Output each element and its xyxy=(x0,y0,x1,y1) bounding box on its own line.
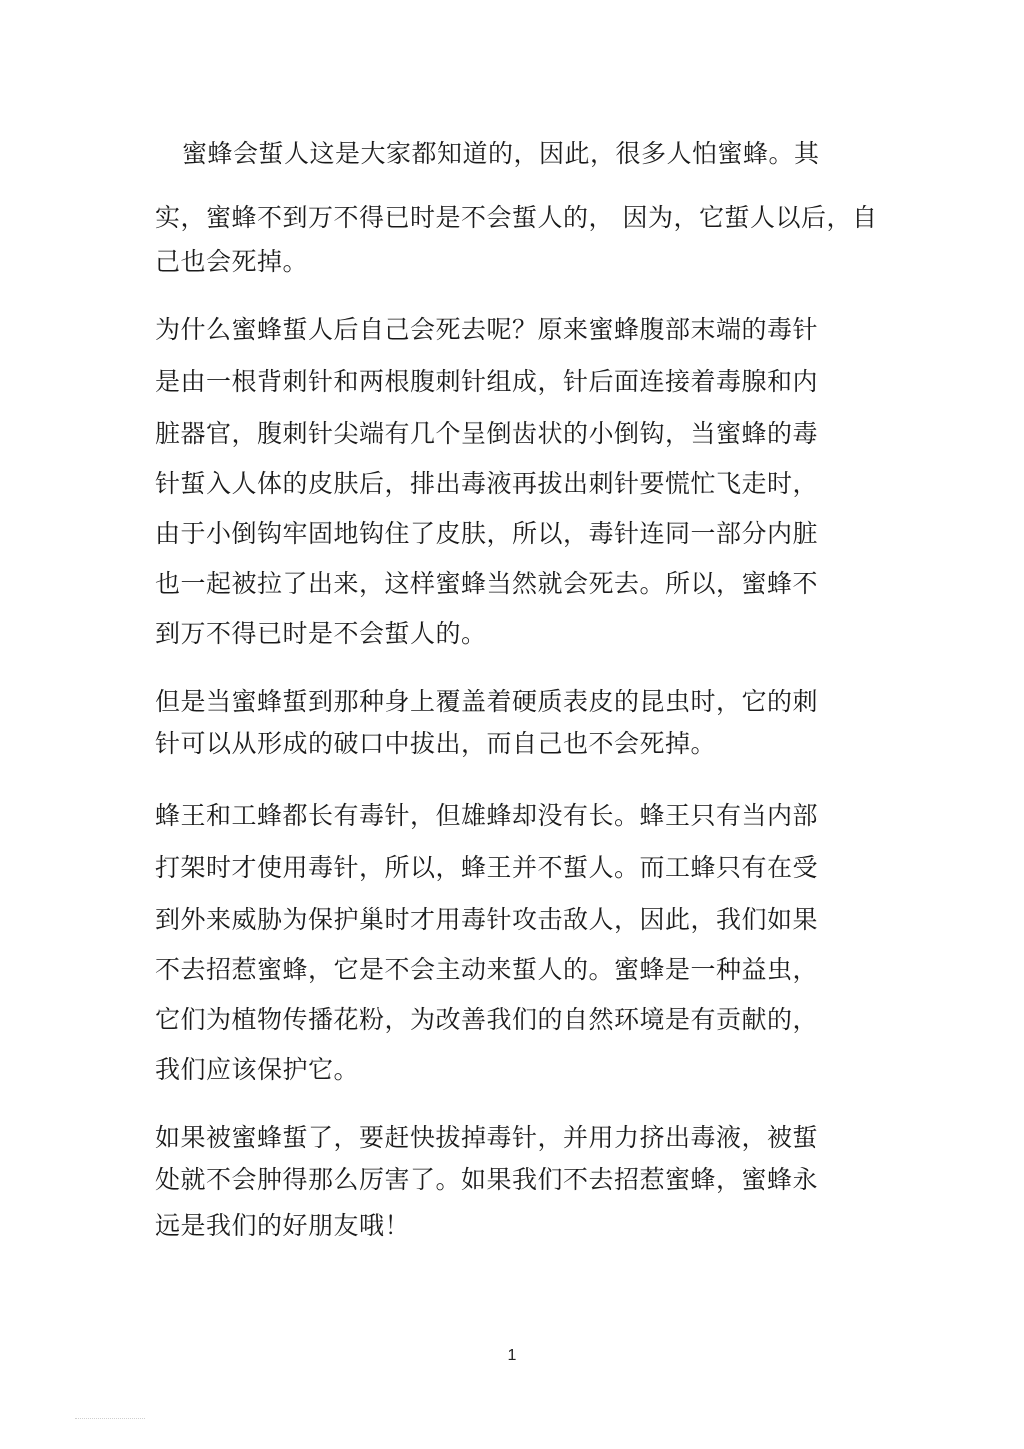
paragraph-4-line-5: 它们为植物传播花粉，为改善我们的自然环境是有贡献的， xyxy=(155,1005,819,1034)
paragraph-4-line-1: 蜂王和工蜂都长有毒针，但雄蜂却没有长。蜂王只有当内部 xyxy=(155,801,819,830)
paragraph-3-line-2: 针可以从形成的破口中拔出，而自己也不会死掉。 xyxy=(155,729,717,758)
page-number: 1 xyxy=(507,1347,517,1364)
paragraph-1-line-1: 蜜蜂会蜇人这是大家都知道的，因此，很多人怕蜜蜂。其 xyxy=(182,139,820,168)
paragraph-2-line-6: 也一起被拉了出来，这样蜜蜂当然就会死去。所以，蜜蜂不 xyxy=(155,569,819,598)
paragraph-2-line-4: 针蜇入人体的皮肤后，排出毒液再拔出刺针要慌忙飞走时， xyxy=(155,469,819,498)
paragraph-5-line-2: 处就不会肿得那么厉害了。如果我们不去招惹蜜蜂，蜜蜂永 xyxy=(155,1165,819,1194)
paragraph-2-line-5: 由于小倒钩牢固地钩住了皮肤，所以，毒针连同一部分内脏 xyxy=(155,519,819,548)
paragraph-4-line-2: 打架时才使用毒针，所以，蜂王并不蜇人。而工蜂只有在受 xyxy=(155,853,819,882)
paragraph-5-line-3: 远是我们的好朋友哦！ xyxy=(155,1211,411,1240)
footer-divider xyxy=(75,1418,145,1420)
paragraph-4-line-4: 不去招惹蜜蜂，它是不会主动来蜇人的。蜜蜂是一种益虫， xyxy=(155,955,819,984)
paragraph-2-line-3: 脏器官，腹刺针尖端有几个呈倒齿状的小倒钩，当蜜蜂的毒 xyxy=(155,419,819,448)
paragraph-4-line-3: 到外来威胁为保护巢时才用毒针攻击敌人，因此，我们如果 xyxy=(155,905,819,934)
paragraph-2-line-1: 为什么蜜蜂蜇人后自己会死去呢？原来蜜蜂腹部末端的毒针 xyxy=(155,315,819,344)
paragraph-4-line-6: 我们应该保护它。 xyxy=(155,1055,360,1084)
paragraph-5-line-1: 如果被蜜蜂蜇了，要赶快拔掉毒针，并用力挤出毒液，被蜇 xyxy=(155,1123,819,1152)
paragraph-2-line-2: 是由一根背刺针和两根腹刺针组成，针后面连接着毒腺和内 xyxy=(155,367,819,396)
paragraph-2-line-7: 到万不得已时是不会蜇人的。 xyxy=(155,619,487,648)
paragraph-1-line-3: 己也会死掉。 xyxy=(155,247,309,276)
paragraph-3-line-1: 但是当蜜蜂蜇到那种身上覆盖着硬质表皮的昆虫时，它的刺 xyxy=(155,687,819,716)
paragraph-1-line-2: 实，蜜蜂不到万不得已时是不会蜇人的， 因为，它蜇人以后，自 xyxy=(155,203,878,232)
